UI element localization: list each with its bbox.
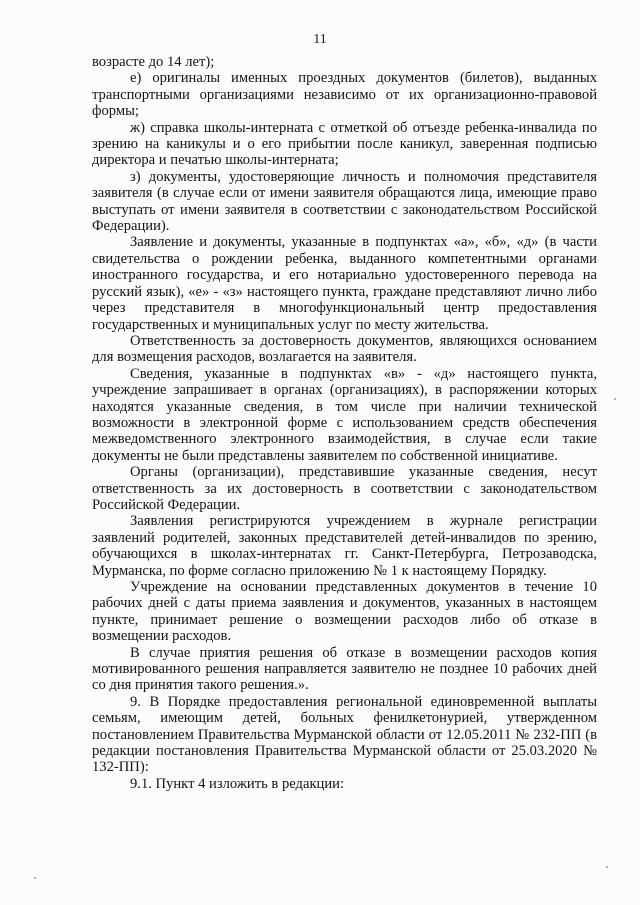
paragraph-continuation-age: возрасте до 14 лет); (92, 54, 215, 70)
document-body (92, 54, 597, 792)
page-number: 11 (313, 32, 327, 47)
scan-speck-left-bottom (34, 877, 36, 879)
paragraph-decision-period: Учреждение на основании представленных документов в течение 10 рабочих дней с даты приема заявления и документов, указанных в настоящем пункте, принимает решение о возмещении расходов либо об отказе в возмещении расходов. (92, 579, 597, 645)
paragraph-application-submission: Заявление и документы, указанные в подпунктах «а», «б», «д» (в части свидетельства о рождении ребенка, выданного компетентными органами иностранного государства, и его нотариально удостоверенного перевода на русский язык), «е» - «з» настоящего пункта, граждане представляют лично либо через представителя в многофункциональный центр предоставления государственных и муниципальных услуг по месту жительства. (92, 234, 597, 333)
scan-speck-right-top (614, 398, 616, 400)
scan-speck-right-bottom (606, 866, 608, 868)
paragraph-organizations-responsibility: Органы (организации), представившие указанные сведения, несут ответственность за их достоверность в соответствии с законодательством Российской Федерации. (92, 464, 597, 513)
paragraph-item-9-amendment: 9. В Порядке предоставления региональной единовременной выплаты семьям, имеющим детей, больных фенилкетонурией, утвержденном постановлением Правительства Мурманской области от 12.05.2011 № 232-ПП (в редакции постановления Правительства Мурманской области от 25.03.2020 № 132-ПП): (92, 693, 597, 776)
paragraph-responsibility: Ответственность за достоверность документов, являющихся основанием для возмещения расходов, возлагается на заявителя. (92, 332, 597, 366)
paragraph-interagency-requests: Сведения, указанные в подпунктах «в» - «д» настоящего пункта, учреждение запрашивает в органах (организациях), в распоряжении которых находятся указанные сведения, в том числе при наличии технической возможности в электронной форме с использованием средств обеспечения межведомственного электронного взаимодействия, в случае если такие документы не были представлены заявителем по собственной инициативе. (92, 365, 597, 464)
paragraph-item-z-identity-documents: з) документы, удостоверяющие личность и полномочия представителя заявителя (в случае если от имени заявителя обращаются лица, имеющие право выступать от имени заявителя в соответствии с законодательством Российской Федерации). (92, 168, 597, 235)
paragraph-refusal-notice: В случае приятия решения об отказе в возмещении расходов копия мотивированного решения направляется заявителю не позднее 10 рабочих дней со дня принятия такого решения.». (92, 644, 597, 694)
paragraph-item-e-tickets: е) оригиналы именных проездных документов (билетов), выданных транспортными организациями независимо от их организационно-правовой формы; (92, 70, 597, 120)
paragraph-application-registration: Заявления регистрируются учреждением в журнале регистрации заявлений родителей, законных представителей детей-инвалидов по зрению, обучающихся в школах-интернатах гг. Санкт-Петербурга, Петрозаводска, Мурманска, по форме согласно приложению № 1 к настоящему Порядку. (92, 513, 597, 579)
paragraph-item-9-1: 9.1. Пункт 4 изложить в редакции: (130, 775, 345, 792)
paragraph-item-zh-school-certificate: ж) справка школы-интерната с отметкой об отъезде ребенка-инвалида по зрению на каникулы и о его прибытии после каникул, заверенная подписью директора и печатью школы-интерната; (92, 119, 597, 169)
